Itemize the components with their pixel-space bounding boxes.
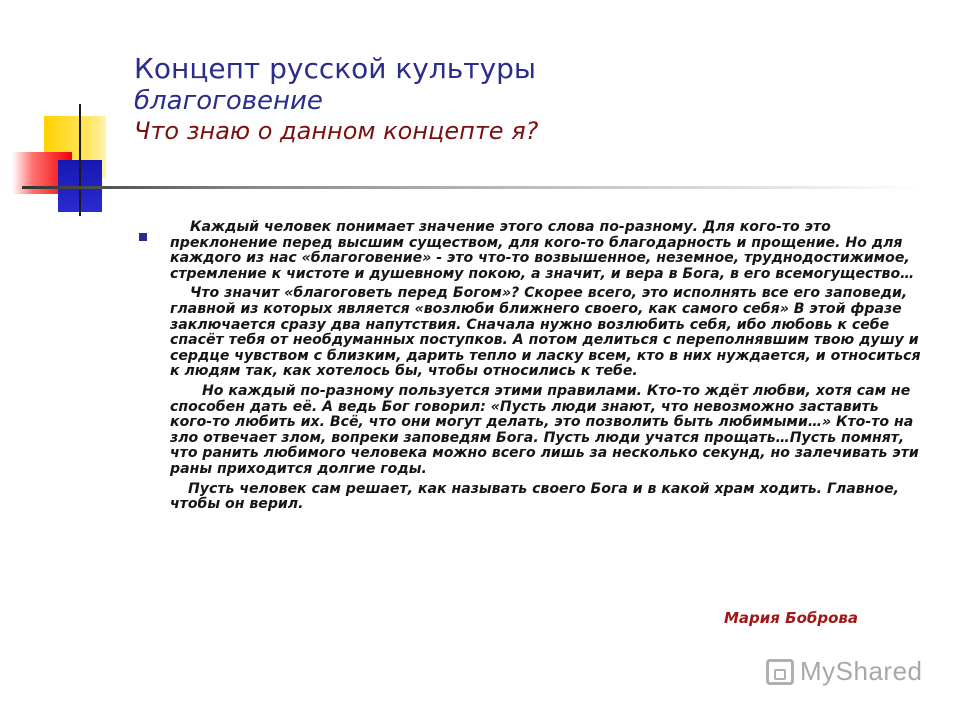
author-signature: Мария Боброва [724, 609, 859, 627]
slide-title [134, 52, 538, 146]
title-line-2: благоговение [134, 85, 323, 116]
myshared-logo-icon [766, 659, 794, 685]
paragraph-4: Пусть человек сам решает, как называть своего Бога и в какой храм ходить. Главное, чтобы он верил. [170, 480, 900, 513]
paragraph-3: Но каждый по-разному пользуется этими правилами. Кто-то ждёт любви, хотя сам не способен дать её. А ведь Бог говорил: «Пусть люди знают, что невозможно заставить кого-то любить их. Всё, что они могут делать, это позволить быть любимыми…» Кто-то на зло отвечает злом, вопреки заповедям Бога. Пусть люди учатся прощать…Пусть помнят, что ранить любимого человека можно всего лишь за несколько секунд, но залечивать эти раны приходится долгие годы. [170, 382, 919, 477]
watermark-text: MyShared [800, 656, 923, 686]
paragraph-1: Каждый человек понимает значение этого слова по-разному. Для кого-то это преклонение перед высшим существом, для кого-то благодарность и прощение. Но для каждого из нас «благоговение» - это что-то возвышенное, неземное, труднодостижимое, стремление к чистоте и душевному покою, а значит, и вера в Бога, в его всемогущество… [170, 219, 915, 282]
title-divider-line [22, 186, 922, 189]
watermark [766, 656, 923, 687]
bullet-marker [139, 233, 147, 241]
slide-body-text [170, 220, 922, 517]
title-line-3: Что знаю о данном концепте я? [134, 116, 539, 145]
title-line-1: Концепт русской культуры [134, 52, 537, 85]
paragraph-2: Что значит «благоговеть перед Богом»? Скорее всего, это исполнять все его заповеди, главной из которых является «возлюби ближнего своего, как самого себя» В этой фразе заключается сразу два напутствия. Сначала нужно возлюбить себя, ибо любовь к себе спасёт тебя от необдуманных поступков. А потом делиться с переполнявшим твою душу и сердце чувством с близким, дарить тепло и ласку всем, кто в них нуждается, и относиться к людям так, как хотелось бы, чтобы относились к тебе. [170, 285, 921, 380]
decor-vertical-line [79, 104, 81, 216]
